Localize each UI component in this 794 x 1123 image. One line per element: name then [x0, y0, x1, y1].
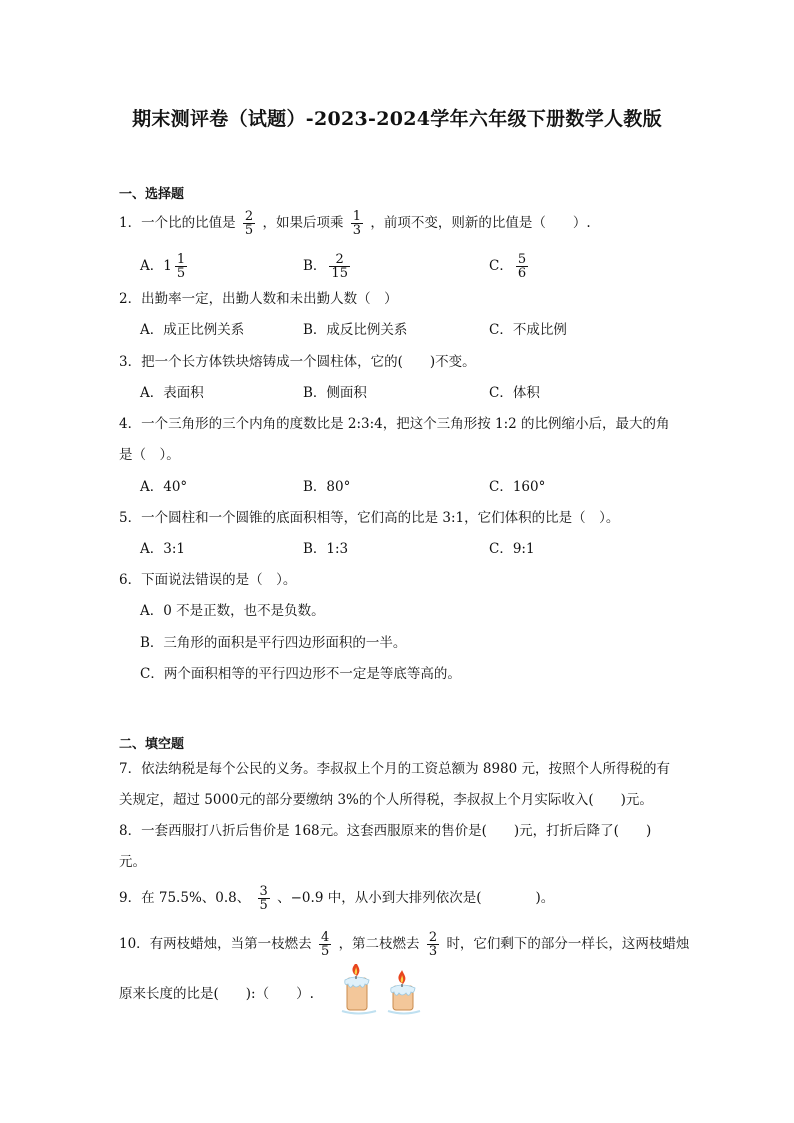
q3-option-b: B．侧面积 [303, 385, 367, 401]
question-7-line-1: 7．依法纳税是每个公民的义务。李叔叔上个月的工资总额为 8980 元，按照个人所得税的有 [119, 761, 671, 777]
q5-option-b: B．1:3 [303, 541, 349, 557]
q9-fraction: $\frac{3}{5}$ [259, 884, 268, 913]
q6-option-b: B．三角形的面积是平行四边形面积的一半。 [140, 635, 407, 651]
question-7-line-2: 关规定，超过 5000元的部分要缴纳 3%的个人所得税，李叔叔上个月实际收入( )元。 [119, 792, 653, 808]
question-9 [119, 885, 554, 912]
question-8-line-1: 8．一套西服打八折后售价是 168元。这套西服原来的售价是( )元，打折后降了( ) [119, 823, 652, 839]
q1-option-c: C． $\frac{5}{6}$ [489, 252, 527, 281]
q10-text-mid: ，第二枝燃去 [338, 936, 420, 952]
q4-option-c: C．160° [489, 479, 546, 495]
q1-text-post: ，前项不变，则新的比值是（ ）. [370, 215, 591, 231]
q2-option-c: C．不成比例 [489, 322, 567, 338]
candle-left [342, 964, 376, 1014]
question-8-line-2: 元。 [119, 854, 146, 870]
q1-option-a: A．1 $\frac{1}{5}$ [140, 252, 186, 281]
q1-option-b: B． $\frac{2}{15}$ [303, 252, 348, 281]
q1-fraction-2: $\frac{1}{3}$ [352, 209, 362, 238]
q1-fraction-1: $\frac{2}{5}$ [244, 209, 254, 238]
q1-text-mid: ，如果后项乘 [262, 215, 344, 231]
candle-right [388, 970, 420, 1014]
q10-fraction-2: $\frac{2}{3}$ [428, 930, 438, 959]
q9-text-pre: 9．在 75.5%、0.8、 [119, 890, 251, 906]
candles-illustration [338, 964, 422, 1016]
question-4-line-1: 4．一个三角形的三个内角的度数比是 2:3:4，把这个三角形按 1:2 的比例缩小后，最大的角 [119, 416, 670, 432]
question-4-line-2: 是（ ）。 [119, 447, 180, 463]
q5-option-c: C．9:1 [489, 541, 535, 557]
question-3: 3．把一个长方体铁块熔铸成一个圆柱体，它的( )不变。 [119, 354, 476, 370]
q6-option-c: C．两个面积相等的平行四边形不一定是等底等高的。 [140, 666, 461, 682]
q1-text-pre: 1．一个比的比值是 [119, 215, 236, 231]
section-heading-choice: 一、选择题 [119, 187, 185, 202]
q5-option-a: A．3:1 [140, 541, 185, 557]
q10-text-pre: 10．有两枝蜡烛，当第一枝燃去 [119, 936, 312, 952]
page-title: 期末测评卷（试题）-2023-2024学年六年级下册数学人教版 [132, 108, 662, 130]
question-2: 2．出勤率一定，出勤人数和未出勤人数（ ） [119, 291, 398, 307]
q4-option-a: A．40° [140, 479, 188, 495]
q2-option-a: A．成正比例关系 [140, 322, 245, 338]
q2-option-b: B．成反比例关系 [303, 322, 408, 338]
q10-text-post: 时，它们剩下的部分一样长，这两枝蜡烛 [446, 936, 690, 952]
question-10-line-2: 原来长度的比是( ):（ ）. [119, 986, 314, 1002]
q10-fraction-1: $\frac{4}{5}$ [320, 930, 330, 959]
question-10-line-1 [119, 931, 689, 958]
question-6: 6．下面说法错误的是（ ）。 [119, 572, 297, 588]
q6-option-a: A．0 不是正数，也不是负数。 [140, 603, 325, 619]
q9-text-post: 、−0.9 中，从小到大排列依次是( )。 [277, 890, 555, 906]
q3-option-a: A．表面积 [140, 385, 204, 401]
section-heading-fill: 二、填空题 [119, 737, 185, 752]
q4-option-b: B．80° [303, 479, 351, 495]
question-5: 5．一个圆柱和一个圆锥的底面积相等，它们高的比是 3:1，它们体积的比是（ ）。 [119, 510, 620, 526]
q3-option-c: C．体积 [489, 385, 540, 401]
question-1 [119, 210, 591, 237]
